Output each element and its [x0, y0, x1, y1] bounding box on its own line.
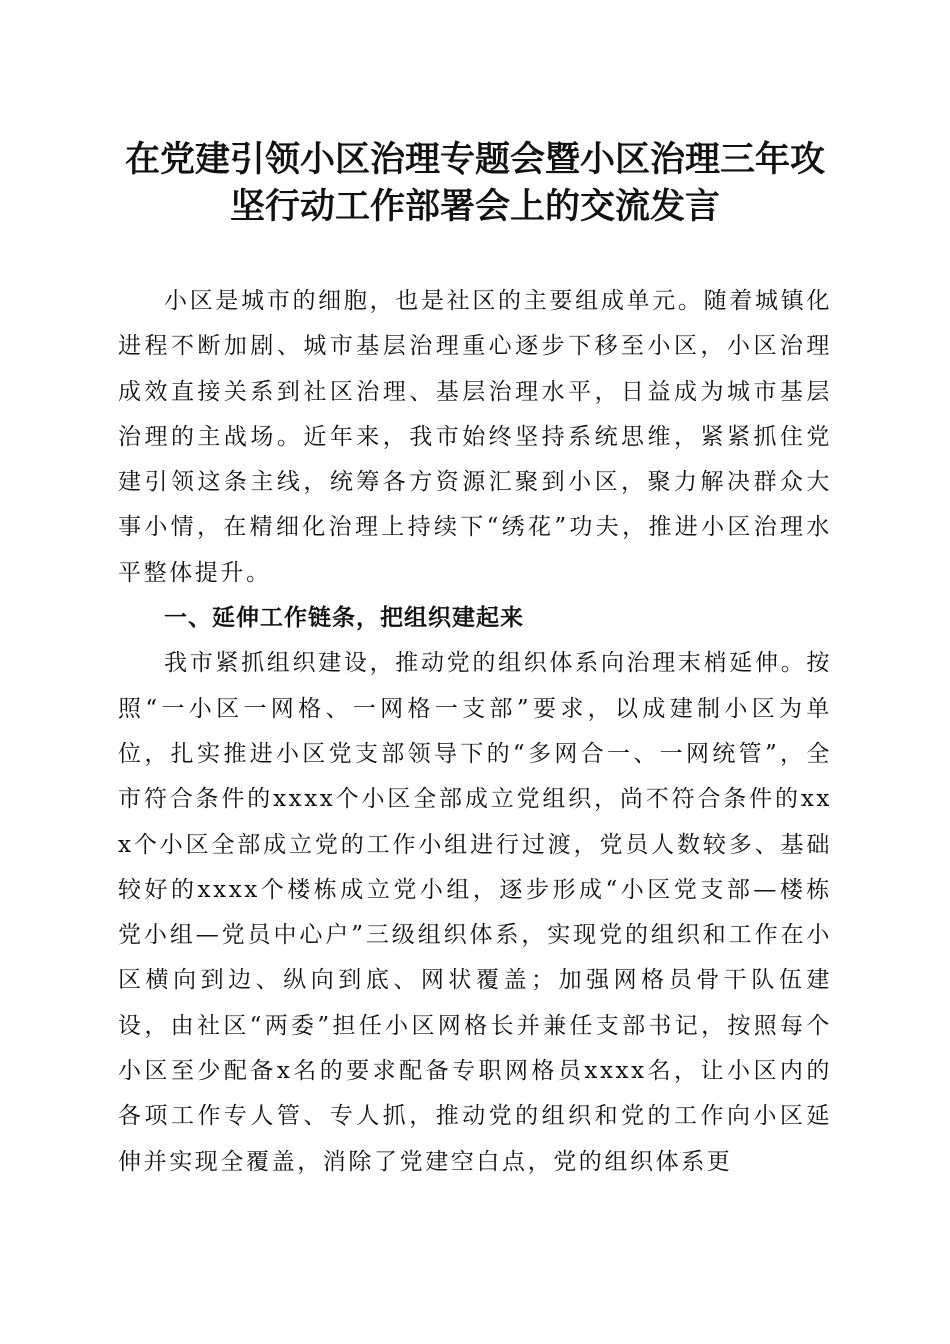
section-heading-1: 一、延伸工作链条，把组织建起来 [164, 605, 524, 632]
title-line-2: 坚行动工作部署会上的交流发言 [229, 186, 720, 227]
title-line-1: 在党建引领小区治理专题会暨小区治理三年攻 [124, 139, 825, 180]
document-title [100, 136, 850, 230]
document-body [118, 279, 832, 1185]
section-1-paragraph: 我市紧抓组织建设，推动党的组织体系向治理末梢延伸。按照“一小区一网格、一网格一支部”要求，以成建制小区为单位，扎实推进小区党支部领导下的“多网合一、一网统管”，全市符合条件的xxxx个小区全部成立党组织，尚不符合条件的xxx个小区全部成立党的工作小组进行过渡，党员人数较多、基础较好的xxxx个楼栋成立党小组，逐步形成“小区党支部—楼栋党小组—党员中心户”三级组织体系，实现党的组织和工作在小区横向到边、纵向到底、网状覆盖；加强网格员骨干队伍建设，由社区“两委”担任小区网格长并兼任支部书记，按照每个小区至少配备x名的要求配备专职网格员xxxx名，让小区内的各项工作专人管、专人抓，推动党的组织和党的工作向小区延伸并实现全覆盖，消除了党建空白点，党的组织体系更 [118, 650, 832, 1175]
intro-paragraph: 小区是城市的细胞，也是社区的主要组成单元。随着城镇化进程不断加剧、城市基层治理重心逐步下移至小区，小区治理成效直接关系到社区治理、基层治理水平，日益成为城市基层治理的主战场。近年来，我市始终坚持系统思维，紧紧抓住党建引领这条主线，统筹各方资源汇聚到小区，聚力解决群众大事小情，在精细化治理上持续下“绣花”功夫，推进小区治理水平整体提升。 [118, 288, 832, 586]
